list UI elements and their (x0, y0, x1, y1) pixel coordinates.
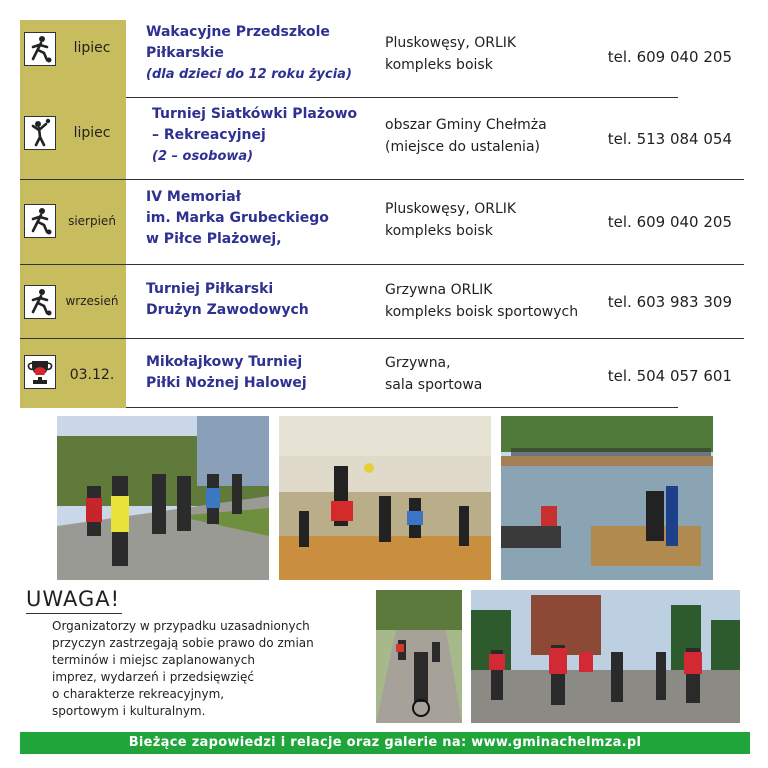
event-title (146, 187, 329, 250)
event-title (152, 104, 357, 167)
event-location (385, 198, 516, 242)
event-row-3 (20, 180, 742, 264)
month-cell (20, 265, 126, 339)
event-location (385, 32, 516, 76)
month-cell (20, 180, 126, 264)
title-line: – Rekreacyjnej (152, 127, 266, 143)
month-label: sierpień (68, 214, 116, 228)
title-line: Piłki Nożnej Halowej (146, 375, 307, 391)
photo-outdoor-exercise (471, 590, 740, 723)
notice-line: o charakterze rekreacyjnym, (52, 687, 225, 701)
month-label: 03.12. (69, 367, 115, 383)
notice-title: UWAGA! (26, 587, 121, 611)
title-line: Turniej Piłkarski (146, 281, 274, 297)
location-line: obszar Gminy Chełmża (385, 117, 547, 133)
trophy-icon (24, 355, 56, 389)
notice-line: przyczyn zastrzegają sobie prawo do zmian (52, 636, 314, 650)
photo-volleyball-match (279, 416, 491, 580)
event-row-4 (20, 265, 742, 339)
month-label: lipiec (73, 40, 111, 56)
event-row-5 (20, 339, 742, 407)
location-line: kompleks boisk (385, 57, 493, 73)
title-line: IV Memoriał (146, 189, 241, 205)
footer-bar (20, 732, 750, 754)
row-divider (126, 407, 678, 408)
month-cell (20, 98, 126, 180)
event-row-2 (20, 98, 742, 180)
notice-text (52, 618, 372, 720)
location-line: Pluskowęsy, ORLIK (385, 201, 517, 217)
location-line: Pluskowęsy, ORLIK (385, 35, 517, 51)
title-line: Turniej Siatkówki Plażowo (152, 106, 358, 122)
notice-line: imprez, wydarzeń i przedsięwzięć (52, 670, 254, 684)
photo-cycling-group (376, 590, 462, 723)
event-phone: tel. 609 040 205 (607, 213, 732, 231)
volleyball-player-icon (24, 116, 56, 150)
event-phone: tel. 513 084 054 (607, 130, 732, 148)
title-line: Piłkarskie (146, 45, 224, 61)
month-label: wrzesień (65, 294, 119, 308)
notice-line: terminów i miejsc zaplanowanych (52, 653, 255, 667)
event-title (146, 279, 309, 321)
title-line: Mikołajkowy Turniej (146, 354, 303, 370)
footer-website-text[interactable]: Bieżące zapowiedzi i relacje oraz galerie na: www.gminachelmza.pl (128, 735, 642, 750)
event-note: (dla dzieci do 12 roku życia) (146, 67, 352, 82)
event-title (146, 22, 352, 85)
location-line: Grzywna, (385, 355, 451, 371)
soccer-player-icon (24, 285, 56, 319)
photo-lake-event (501, 416, 713, 580)
location-line: kompleks boisk (385, 223, 493, 239)
event-note: (2 – osobowa) (152, 149, 254, 164)
photo-nordic-walking (57, 416, 269, 580)
event-phone: tel. 609 040 205 (607, 48, 732, 66)
notice-underline (26, 613, 122, 614)
month-cell (20, 339, 126, 407)
title-line: w Piłce Plażowej, (146, 231, 282, 247)
notice-line: sportowym i kulturalnym. (52, 704, 206, 718)
event-phone: tel. 504 057 601 (607, 367, 732, 385)
month-label: lipiec (73, 125, 111, 141)
event-location (385, 352, 482, 396)
event-phone: tel. 603 983 309 (607, 293, 732, 311)
title-line: im. Marka Grubeckiego (146, 210, 329, 226)
location-line: kompleks boisk sportowych (385, 304, 579, 320)
notice-line: Organizatorzy w przypadku uzasadnionych (52, 619, 310, 633)
location-line: (miejsce do ustalenia) (385, 139, 540, 155)
location-line: Grzywna ORLIK (385, 282, 493, 298)
month-cell (20, 20, 126, 98)
event-location (385, 114, 547, 158)
soccer-player-icon (24, 204, 56, 238)
location-line: sala sportowa (385, 377, 483, 393)
title-line: Drużyn Zawodowych (146, 302, 309, 318)
event-location (385, 279, 578, 323)
event-title (146, 352, 307, 394)
event-row-1 (20, 20, 742, 98)
title-line: Wakacyjne Przedszkole (146, 24, 330, 40)
soccer-player-icon (24, 32, 56, 66)
